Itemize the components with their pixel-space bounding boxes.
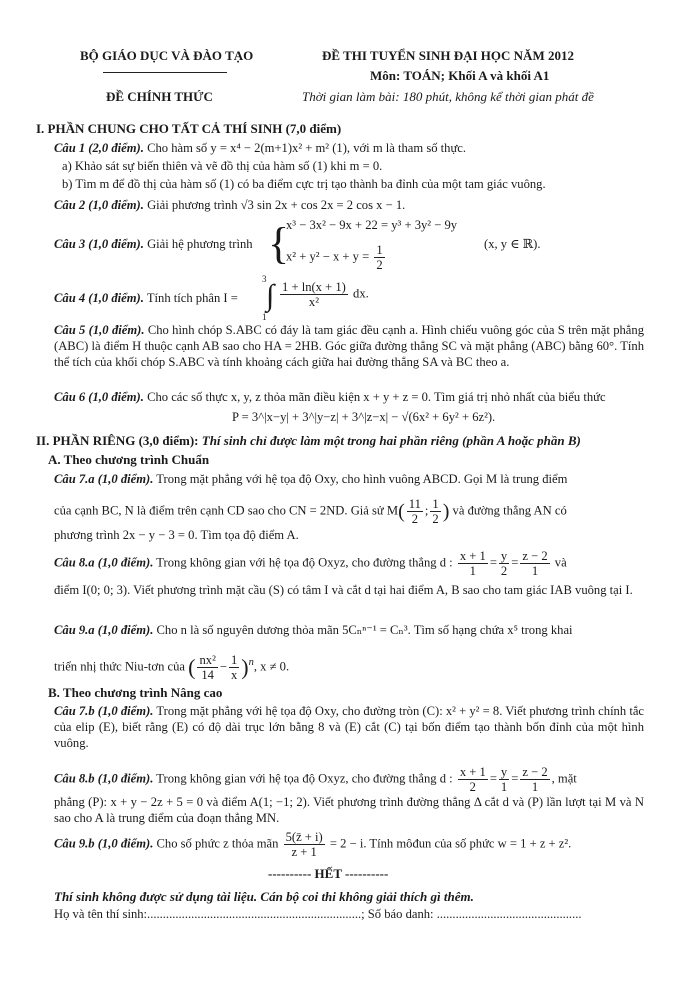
- q9b-fraction: [284, 830, 325, 859]
- q7a-line3: phương trình 2x − y − 3 = 0. Tìm tọa độ điểm A.: [54, 528, 299, 542]
- q7a-frac1-num: 11: [408, 497, 421, 511]
- q9a-line2: triển nhị thức Niu-tơn của ( $\frac{\text{nx²}}{14}$ − $\frac{1}{x}$ )$^n$, x ≠ 0.: [54, 653, 290, 682]
- q9b-tail: = 2 − i. Tính môđun của số phức w = 1 + z + z².: [329, 836, 572, 851]
- q4-text: Tính tích phân I =: [146, 291, 238, 305]
- q9a-line1: Cho n là số nguyên dương thỏa mãn 5Cₙⁿ⁻¹ = Cₙ³. Tìm số hạng chứa x⁵ trong khai: [156, 623, 573, 637]
- q6-text: Cho các số thực x, y, z thỏa mãn điều kiện x + y + z = 0. Tìm giá trị nhỏ nhất của biểu thức: [147, 390, 606, 404]
- q9a-tail: , x ≠ 0.: [253, 659, 290, 674]
- q8a-line2: điểm I(0; 0; 3). Viết phương trình mặt cầu (S) có tâm I và cắt d tại hai điểm A, B sao cho tam giác IAB vuông tại I.: [54, 583, 633, 597]
- q9b-text: Cho số phức z thỏa mãn: [156, 836, 279, 851]
- q6-label: Câu 6 (1,0 điểm).: [54, 390, 144, 404]
- footer-note: Thí sinh không được sử dụng tài liệu. Cán bộ coi thi không giải thích gì thêm.: [54, 889, 474, 904]
- q1a: a) Khảo sát sự biến thiên và vẽ đồ thị của hàm số (1) khi m = 0.: [62, 159, 383, 173]
- q1b: b) Tìm m để đồ thị của hàm số (1) có ba điểm cực trị tạo thành ba đỉnh của một tam giác vuông.: [62, 177, 546, 191]
- q8b-frac1: [458, 765, 488, 794]
- q8a-frac2: [499, 549, 509, 578]
- q8b-frac1-num: x + 1: [459, 765, 486, 779]
- q8a-frac2-num: y: [500, 549, 508, 563]
- part2-title: II. PHẦN RIÊNG (3,0 điểm):: [36, 433, 199, 448]
- question-1: [54, 140, 466, 156]
- time-limit: Thời gian làm bài: 180 phút, không kể thời gian phát đề: [302, 89, 594, 104]
- q8b-frac2-num: y: [500, 765, 508, 779]
- q2-text: Giải phương trình √3 sin 2x + cos 2x = 2 cos x − 1.: [147, 198, 406, 212]
- q9a-power: n: [248, 657, 254, 669]
- question-2: [54, 197, 405, 213]
- question-5: [54, 322, 644, 370]
- q4-frac-den: x²: [308, 295, 319, 309]
- q9a-frac2: [229, 653, 239, 682]
- q8b-frac2: [499, 765, 509, 794]
- q9b-frac-num: 5(z̄ + i): [285, 830, 323, 844]
- q8b-frac3: [520, 765, 549, 794]
- q7a-frac1-den: 2: [411, 512, 418, 526]
- q8b-frac3-den: 1: [531, 780, 539, 794]
- q3-domain: (x, y ∈ ℝ).: [484, 237, 541, 251]
- q8a-label: Câu 8.a (1,0 điểm).: [54, 555, 154, 570]
- q4-lower: 1: [262, 312, 267, 322]
- q4-fraction: [280, 280, 348, 309]
- q3-frac-den: 2: [376, 258, 383, 272]
- question-7b: [54, 703, 644, 751]
- candidate-info-line: Họ và tên thí sinh:....................................................................; Số báo danh: ..............................................: [54, 907, 582, 921]
- question-9b: [54, 830, 571, 859]
- q8a-frac1-num: x + 1: [459, 549, 486, 563]
- q7b-text: Trong mặt phẳng với hệ tọa độ Oxy, cho đường tròn (C): x² + y² = 8. Viết phương trình chính tắc của elip (E), biết rằng (E) có độ dài trục lớn bằng 8 và (E) cắt (C) tại bốn điểm tạo thành bốn đỉnh của một hình vuông.: [54, 704, 645, 750]
- q8b-frac2-den: 1: [500, 780, 508, 794]
- q8a-line1: Trong không gian với hệ tọa độ Oxyz, cho đường thẳng d :: [156, 555, 453, 570]
- system-brace: {: [268, 219, 290, 268]
- q8a-and: và: [554, 555, 567, 570]
- q9a-frac1: [197, 653, 217, 682]
- q7a-line1: Trong mặt phẳng với hệ tọa độ Oxy, cho hình vuông ABCD. Gọi M là trung điểm: [156, 472, 568, 486]
- q3-fraction: [374, 243, 384, 272]
- q9a-label: Câu 9.a (1,0 điểm).: [54, 623, 154, 637]
- q4-label: Câu 4 (1,0 điểm).: [54, 291, 144, 305]
- q7a-line2b: và đường thẳng AN có: [452, 503, 567, 518]
- q7a-frac2: [430, 497, 440, 526]
- q3-eq2-left: x² + y² − x + y =: [286, 249, 370, 264]
- section-b-title: B. Theo chương trình Nâng cao: [48, 685, 223, 700]
- q9a-frac2-den: x: [230, 668, 238, 682]
- q7a-frac1: [407, 497, 423, 526]
- q7a-frac2-den: 2: [432, 512, 439, 526]
- ministry-name: BỘ GIÁO DỤC VÀ ĐÀO TẠO: [80, 48, 254, 63]
- q4-upper: 3: [262, 274, 267, 284]
- q3-label: Câu 3 (1,0 điểm).: [54, 237, 144, 251]
- q8a-frac1-den: 1: [469, 564, 476, 578]
- q8b-frac1-den: 2: [469, 780, 476, 794]
- q8a-frac2-den: 2: [500, 564, 508, 578]
- question-8b: Câu 8.b (1,0 điểm). Trong không gian với hệ tọa độ Oxyz, cho đường thẳng d : $\frac{x + 1}{2}$ = $\frac{y}{1}$ = $\frac{z - 2}{1}$ , mặt: [54, 765, 577, 794]
- q3-eq1: x³ − 3x² − 9x + 22 = y³ + 3y² − 9y: [286, 218, 458, 232]
- section-a-title: A. Theo chương trình Chuẩn: [48, 452, 210, 467]
- exam-title: ĐỀ THI TUYỂN SINH ĐẠI HỌC NĂM 2012: [322, 48, 574, 63]
- q9b-frac-den: z + 1: [291, 845, 317, 859]
- header-underline: [103, 72, 227, 73]
- q8a-frac3-num: z − 2: [522, 549, 548, 563]
- q9a-line2-text: triển nhị thức Niu-tơn của: [54, 659, 185, 674]
- q3-text: Giải hệ phương trình: [147, 237, 253, 251]
- q8b-line2: phẳng (P): x + y − 2z + 5 = 0 và điểm A(1; −1; 2). Viết phương trình đường thẳng Δ cắt d và (P) lần lượt tại M và N sao cho A là trung điểm của đoạn thẳng MN.: [54, 795, 644, 825]
- q2-label: Câu 2 (1,0 điểm).: [54, 198, 144, 212]
- q4-frac-num: 1 + ln(x + 1): [282, 280, 346, 294]
- end-marker: ---------- HẾT ----------: [268, 866, 389, 881]
- part2-title-line: [36, 433, 581, 449]
- question-6: [54, 389, 644, 405]
- q9a-frac2-num: 1: [230, 653, 238, 667]
- q8a-frac3-den: 1: [531, 564, 539, 578]
- question-4: [54, 290, 238, 306]
- q8b-frac3-num: z − 2: [522, 765, 548, 779]
- q4-integrand: [278, 280, 369, 309]
- q9a-frac1-den: 14: [201, 668, 214, 682]
- q8a-frac1: [458, 549, 488, 578]
- q1-label: Câu 1 (2,0 điểm).: [54, 141, 144, 155]
- subject-line: Môn: TOÁN; Khối A và khối A1: [370, 68, 550, 83]
- q9b-label: Câu 9.b (1,0 điểm).: [54, 836, 154, 851]
- q1-text: Cho hàm số y = x⁴ − 2(m+1)x² + m² (1), với m là tham số thực.: [147, 141, 467, 155]
- q7a-label: Câu 7.a (1,0 điểm).: [54, 472, 154, 486]
- q7a-line2: của cạnh BC, N là điểm trên cạnh CD sao cho CN = 2ND. Giả sử M( $\frac{11}{2}$ ; $\frac{1}{2}$ ) và đường thẳng AN có: [54, 497, 567, 526]
- q7a-line2a: của cạnh BC, N là điểm trên cạnh CD sao cho CN = 2ND. Giả sử M: [54, 503, 399, 518]
- q3-frac-num: 1: [376, 243, 383, 257]
- part2-note: Thí sinh chỉ được làm một trong hai phần riêng (phần A hoặc phần B): [201, 433, 581, 448]
- q5-label: Câu 5 (1,0 điểm).: [54, 323, 145, 337]
- q4-dx: dx.: [353, 286, 369, 301]
- q8b-and: , mặt: [551, 771, 577, 786]
- official-label: ĐỀ CHÍNH THỨC: [106, 89, 213, 104]
- q3-eq2: [286, 243, 387, 272]
- part1-title: I. PHẦN CHUNG CHO TẤT CẢ THÍ SINH (7,0 điểm): [36, 121, 342, 136]
- question-9a: [54, 622, 573, 638]
- question-3: [54, 236, 253, 252]
- q8a-frac3: [520, 549, 549, 578]
- question-7a: [54, 471, 567, 487]
- q8b-label: Câu 8.b (1,0 điểm).: [54, 771, 154, 786]
- q9a-frac1-num: nx²: [199, 653, 216, 667]
- question-8a: Câu 8.a (1,0 điểm). Trong không gian với hệ tọa độ Oxyz, cho đường thẳng d : $\frac{x + 1}{1}$ = $\frac{y}{2}$ = $\frac{z - 2}{1}$ và: [54, 549, 567, 578]
- q7a-frac2-num: 1: [432, 497, 439, 511]
- q6-expression: P = 3^|x−y| + 3^|y−z| + 3^|z−x| − √(6x² + 6y² + 6z²).: [232, 410, 496, 424]
- q8b-line1: Trong không gian với hệ tọa độ Oxyz, cho đường thẳng d :: [156, 771, 453, 786]
- integral-sign: ∫: [266, 279, 275, 312]
- q7b-label: Câu 7.b (1,0 điểm).: [54, 704, 154, 718]
- q5-text: Cho hình chóp S.ABC có đáy là tam giác đều cạnh a. Hình chiếu vuông góc của S trên mặt phẳng (ABC) là điểm H thuộc cạnh AB sao cho HA = 2HB. Góc giữa đường thẳng SC và mặt phẳng (ABC) bằng 60°. Tính thể tích của khối chóp S.ABC và tính khoảng cách giữa hai đường thẳng SA và BC theo a.: [54, 323, 644, 369]
